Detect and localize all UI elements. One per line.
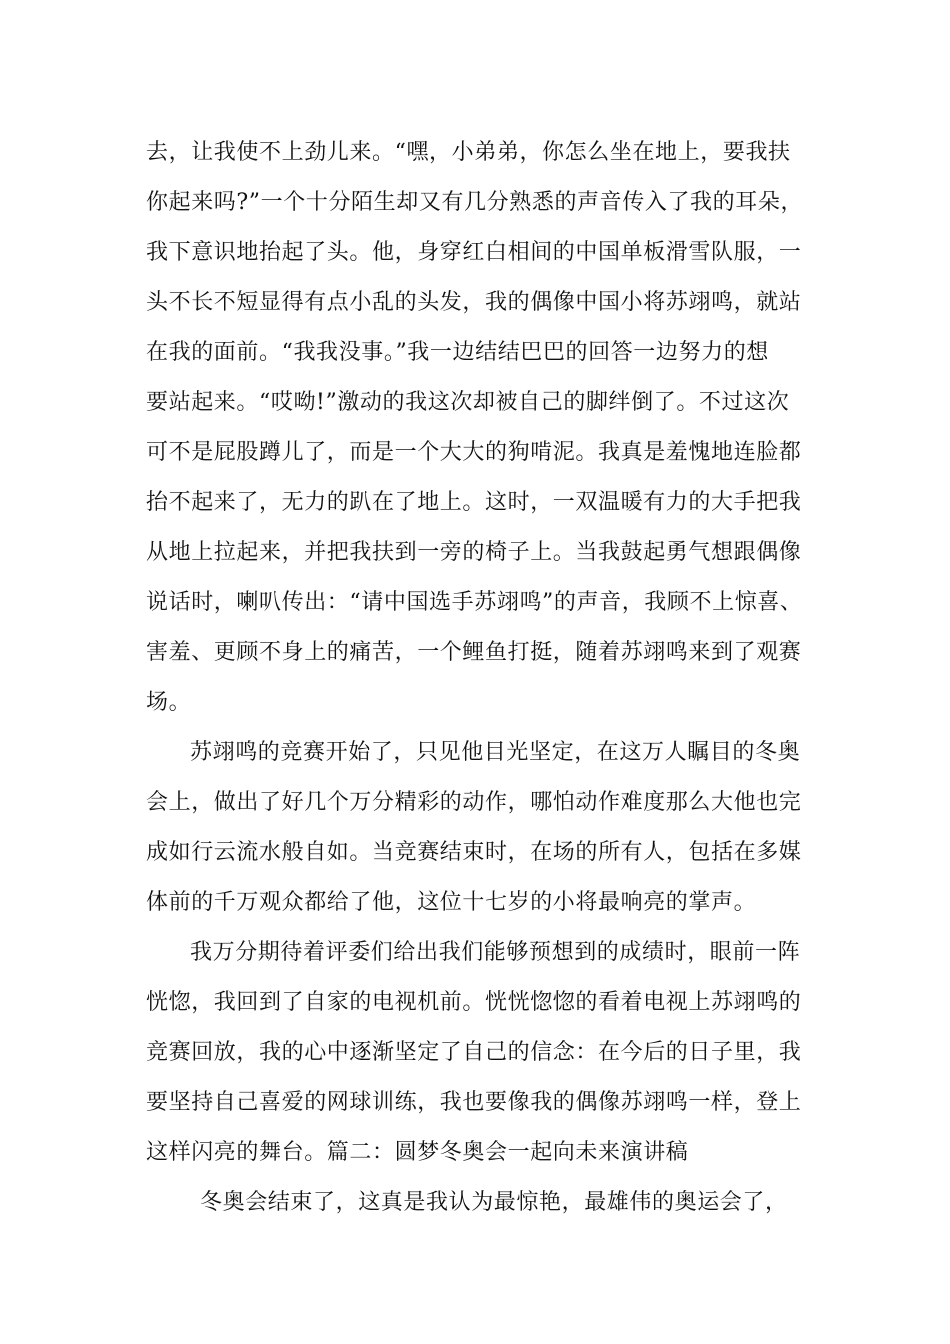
text-line: 我下意识地抬起了头。他，身穿红白相间的中国单板滑雪队服，一: [146, 240, 802, 265]
text-line: 去，让我使不上劲儿来。“嘿，小弟弟，你怎么坐在地上，要我扶: [146, 140, 791, 165]
text-line: 从地上拉起来，并把我扶到一旁的椅子上。当我鼓起勇气想跟偶像: [146, 540, 802, 565]
text-line: 头不长不短显得有点小乱的头发，我的偶像中国小将苏翊鸣，就站: [146, 290, 802, 315]
text-line: 要站起来。“哎呦!”激动的我这次却被自己的脚绊倒了。不过这次: [146, 390, 790, 415]
text-line: 恍惚，我回到了自家的电视机前。恍恍惚惚的看着电视上苏翊鸣的: [146, 990, 802, 1015]
text-line: 会上，做出了好几个万分精彩的动作，哪怕动作难度那么大他也完: [146, 790, 802, 815]
text-line: 竞赛回放，我的心中逐渐坚定了自己的信念：在今后的日子里，我: [146, 1040, 802, 1065]
text-line: 场。: [146, 690, 192, 715]
text-line: 你起来吗?”一个十分陌生却又有几分熟悉的声音传入了我的耳朵，: [146, 190, 804, 215]
text-line: 要坚持自己喜爱的网球训练，我也要像我的偶像苏翊鸣一样，登上: [146, 1090, 802, 1115]
text-line: 成如行云流水般自如。当竞赛结束时，在场的所有人，包括在多媒: [146, 840, 802, 865]
text-line: 说话时，喇叭传出：“请中国选手苏翊鸣”的声音，我顾不上惊喜、: [146, 590, 803, 615]
paragraph-first-line: 苏翊鸣的竞赛开始了，只见他目光坚定，在这万人瞩目的冬奥: [190, 740, 801, 765]
text-line: 可不是屁股蹲儿了，而是一个大大的狗啃泥。我真是羞愧地连脸都: [146, 440, 802, 465]
text-line: 害羞、更顾不身上的痛苦，一个鲤鱼打挺，随着苏翊鸣来到了观赛: [146, 640, 802, 665]
text-line: 体前的千万观众都给了他，这位十七岁的小将最响亮的掌声。: [146, 890, 757, 915]
text-line: 这样闪亮的舞台。篇二：圆梦冬奥会一起向未来演讲稿: [146, 1140, 689, 1165]
paragraph-first-line: 我万分期待着评委们给出我们能够预想到的成绩时，眼前一阵: [190, 940, 801, 965]
text-line: 抬不起来了，无力的趴在了地上。这时，一双温暖有力的大手把我: [146, 490, 802, 515]
text-line: 在我的面前。“我我没事。”我一边结结巴巴的回答一边努力的想: [146, 340, 769, 365]
paragraph-first-line: 冬奥会结束了，这真是我认为最惊艳，最雄伟的奥运会了，: [200, 1190, 788, 1215]
